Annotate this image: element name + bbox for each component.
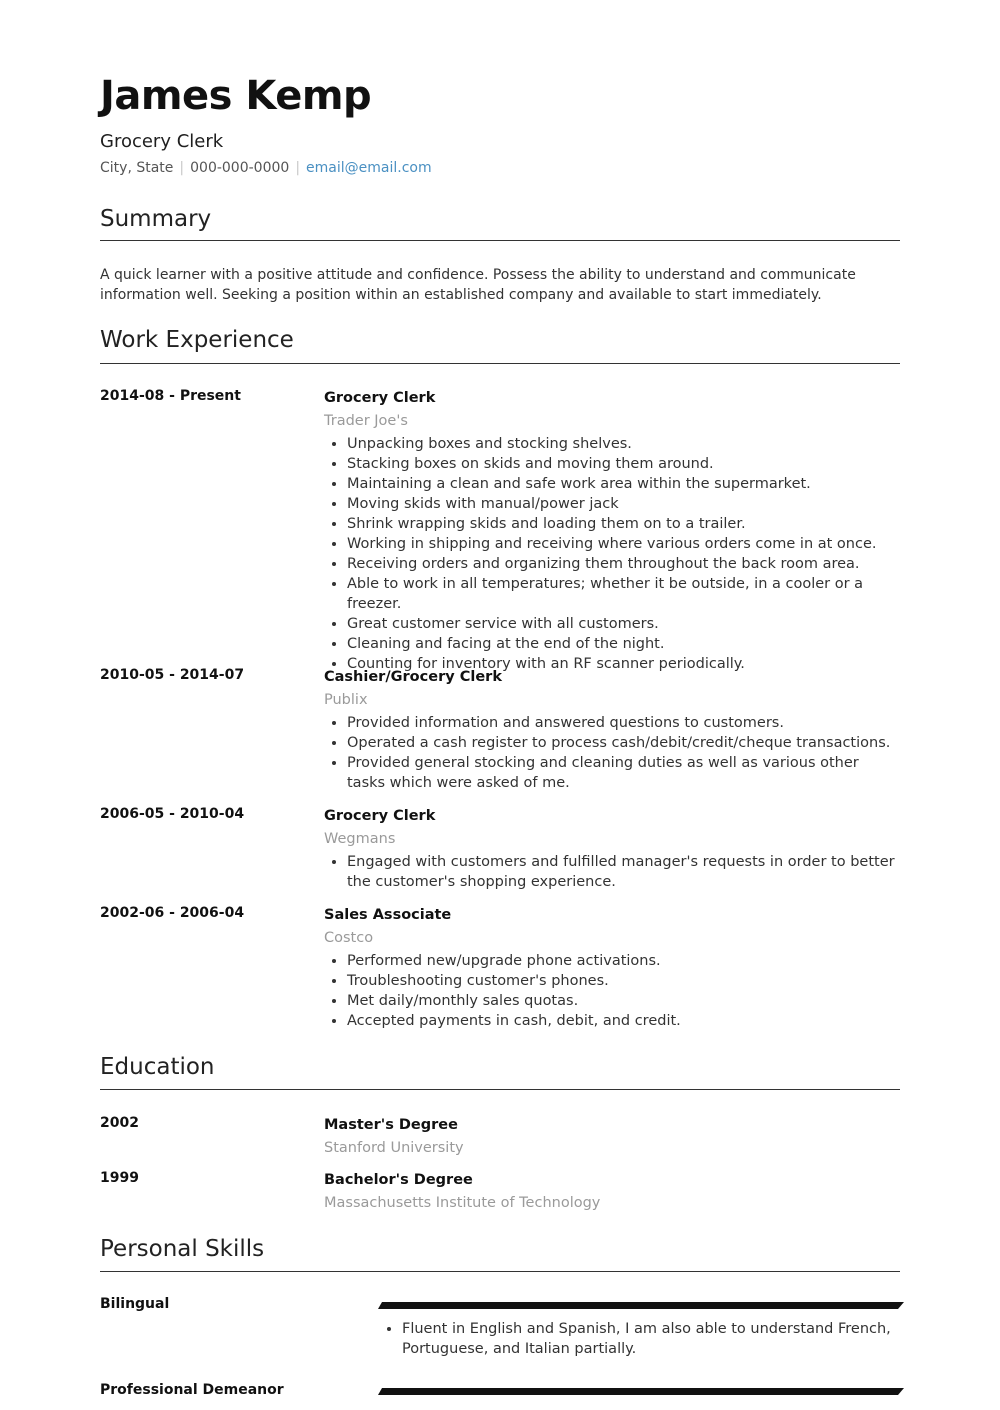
phone: 000-000-0000 xyxy=(190,160,290,176)
section-divider xyxy=(100,240,900,241)
company-name: Publix xyxy=(324,692,368,708)
graduation-year: 2002 xyxy=(100,1115,139,1131)
section-title-summary: Summary xyxy=(100,206,212,232)
section-divider xyxy=(100,1089,900,1090)
email-link[interactable]: email@email.com xyxy=(306,160,432,176)
experience-dates: 2002-06 - 2006-04 xyxy=(100,905,245,921)
experience-dates: 2006-05 - 2010-04 xyxy=(100,806,245,822)
section-divider xyxy=(100,363,900,364)
graduation-year: 1999 xyxy=(100,1170,139,1186)
section-title-experience: Work Experience xyxy=(100,327,294,353)
duty-item: • Great customer service with all customers. xyxy=(347,614,900,634)
duty-list xyxy=(324,713,900,793)
duty-item: • Maintaining a clean and safe work area within the supermarket. xyxy=(347,474,900,494)
duty-item: • Cleaning and facing at the end of the night. xyxy=(347,634,900,654)
duty-item: • Able to work in all temperatures; whether it be outside, in a cooler or a freezer. xyxy=(347,574,900,614)
duty-item: • Met daily/monthly sales quotas. xyxy=(347,991,900,1011)
separator: | xyxy=(295,160,301,176)
job-role: Grocery Clerk xyxy=(324,808,436,824)
section-divider xyxy=(100,1271,900,1272)
school-name: Stanford University xyxy=(324,1140,464,1156)
duty-item: • Provided general stocking and cleaning duties as well as various other tasks which were asked of me. xyxy=(347,753,900,793)
duty-item: • Performed new/upgrade phone activations. xyxy=(347,951,900,971)
skill-level-fill xyxy=(378,1302,904,1309)
location: City, State xyxy=(100,160,174,176)
duty-item: • Engaged with customers and fulfilled manager's requests in order to better the customer's shopping experience. xyxy=(347,852,900,892)
separator: | xyxy=(179,160,185,176)
company-name: Wegmans xyxy=(324,831,396,847)
duty-item: • Stacking boxes on skids and moving them around. xyxy=(347,454,900,474)
skill-name: Professional Demeanor xyxy=(100,1382,284,1398)
duty-item: • Unpacking boxes and stocking shelves. xyxy=(347,434,900,454)
duty-item: • Moving skids with manual/power jack xyxy=(347,494,900,514)
candidate-name: James Kemp xyxy=(100,73,372,119)
duty-item: • Working in shipping and receiving where various orders come in at once. xyxy=(347,534,900,554)
duty-item: • Operated a cash register to process cash/debit/credit/cheque transactions. xyxy=(347,733,900,753)
skill-level-fill xyxy=(378,1388,904,1395)
job-role: Cashier/Grocery Clerk xyxy=(324,669,502,685)
degree-name: Bachelor's Degree xyxy=(324,1172,473,1188)
skill-name: Bilingual xyxy=(100,1296,170,1312)
degree-name: Master's Degree xyxy=(324,1117,458,1133)
job-role: Sales Associate xyxy=(324,907,452,923)
duty-list xyxy=(324,434,900,674)
duty-item: • Shrink wrapping skids and loading them on to a trailer. xyxy=(347,514,900,534)
section-title-education: Education xyxy=(100,1054,215,1080)
duty-list xyxy=(324,951,900,1031)
skill-level-bar xyxy=(378,1302,904,1309)
job-role: Grocery Clerk xyxy=(324,390,436,406)
school-name: Massachusetts Institute of Technology xyxy=(324,1195,601,1211)
summary-text: A quick learner with a positive attitude and confidence. Possess the ability to understand and communicate information well. Seeking a position within an established company and available to start immediately. xyxy=(100,267,856,303)
duty-item: • Counting for inventory with an RF scanner periodically. xyxy=(347,654,900,674)
contact-line xyxy=(100,160,432,176)
job-title: Grocery Clerk xyxy=(100,131,224,152)
experience-dates: 2010-05 - 2014-07 xyxy=(100,667,245,683)
duty-item: • Receiving orders and organizing them throughout the back room area. xyxy=(347,554,900,574)
duty-item: • Provided information and answered questions to customers. xyxy=(347,713,900,733)
skill-level-bar xyxy=(378,1388,904,1395)
company-name: Trader Joe's xyxy=(324,413,408,429)
skill-description-list xyxy=(379,1319,902,1359)
company-name: Costco xyxy=(324,930,374,946)
experience-dates: 2014-08 - Present xyxy=(100,388,241,404)
section-title-skills: Personal Skills xyxy=(100,1236,265,1262)
duty-item: • Troubleshooting customer's phones. xyxy=(347,971,900,991)
duty-list xyxy=(324,852,900,892)
duty-item: • Accepted payments in cash, debit, and credit. xyxy=(347,1011,900,1031)
skill-description: • Fluent in English and Spanish, I am also able to understand French, Portuguese, and Italian partially. xyxy=(402,1319,902,1359)
